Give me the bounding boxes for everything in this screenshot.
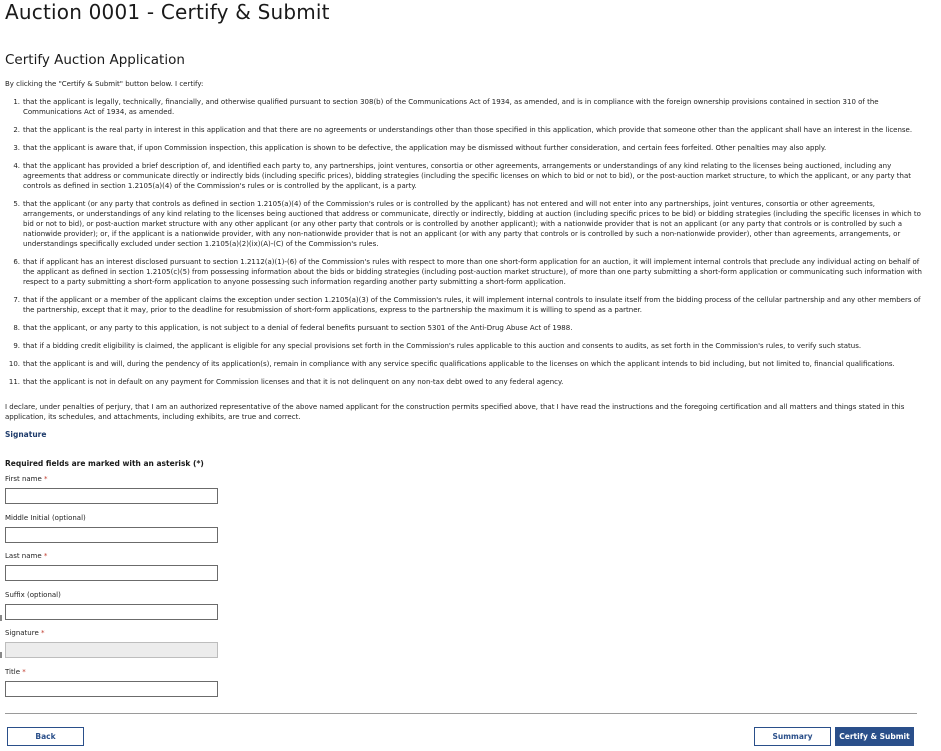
certification-item: 10. that the applicant is and will, during the pendency of its application(s), remain in compliance with any service specific qualifications applicable to the licenses on which the applicant intends to bid including, but not limited to, financial qualifications. bbox=[8, 360, 895, 368]
certification-item: 4. that the applicant has provided a brief description of, and identified each party to, any partnerships, joint ventures, consortia or other agreements, arrangements or understandings of any kind relating to the licenses being auctioned, including any agreements that address or communicate directly or indirectly bids (including specific prices), bidding strategies (including the specific licenses on which to bid or not to bid), or the post-auction market structure, to which the applicant, or any party that controls as defined in section 1.2105(a)(4) of the Commission's rules or is controlled by the applicant, is a party. bbox=[13, 162, 911, 190]
certification-intro: By clicking the "Certify & Submit" button below. I certify: bbox=[5, 80, 204, 88]
signature-label: Signature * bbox=[5, 629, 45, 637]
suffix-input[interactable] bbox=[5, 604, 218, 620]
section-title: Certify Auction Application bbox=[5, 52, 185, 68]
certification-item: 9. that if a bidding credit eligibility is claimed, the applicant is eligible for any special provisions set forth in the Commission's rules applicable to this auction and consents to audits, as set forth in the Commission's rules, to verify such status. bbox=[13, 342, 862, 350]
back-button[interactable]: Back bbox=[7, 727, 84, 746]
middle-initial-input[interactable] bbox=[5, 527, 218, 543]
certification-item: 1. that the applicant is legally, technically, financially, and otherwise qualified pursuant to section 308(b) of the Communications Act of 1934, as amended, and is in compliance with the foreign ownership provisions contained in section 310 of the Communications Act of 1934, as amended. bbox=[13, 98, 879, 116]
suffix-label: Suffix (optional) bbox=[5, 591, 61, 599]
edge-tick bbox=[0, 615, 2, 621]
page-title: Auction 0001 - Certify & Submit bbox=[5, 0, 330, 24]
perjury-declaration: I declare, under penalties of perjury, that I am an authorized representative of the above named applicant for the construction permits specified above, that I have read the instructions and the foregoing certification and all matters and things stated in this application, its schedules, and attachments, including exhibits, are true and correct. bbox=[5, 403, 905, 421]
certification-item: 7. that if the applicant or a member of the applicant claims the exception under section 1.2105(a)(3) of the Commission's rules, it will implement internal controls to insulate itself from the bidding process of the cellular partnership and any other members of the partnership, except that it may, prior to the deadline for resubmission of short-form applications, express to the partnership the maximum it is willing to spend as a partner. bbox=[13, 296, 921, 314]
title-label: Title * bbox=[5, 668, 26, 676]
certification-item: 5. that the applicant (or any party that controls as defined in section 1.2105(a)(4) of the Commission's rules or is controlled by the applicant) has not entered and will not enter into any partnerships, joint ventures, consortia or other agreements, arrangements, or understandings of any kind relating to the licenses being auctioned that address or communicate, directly or indirectly, bidding at auction (including specific prices to be bid) or bidding strategies (including the specific licenses in which to bid or not to bid), or post-auction market structure with any other applicant (or any other party that controls or is controlled by another applicant); with a nationwide provider that is not an applicant (or any party that controls or is controlled by such a nationwide provider); or, if the applicant is a nationwide provider, with any non-nationwide provider that is not an applicant (or with any party that controls or is controlled by such a non-nationwide provider), other than agreements, arrangements, or understandings specifically excluded under section 1.2105(a)(2)(ix)(A)-(C) of the Commission's rules. bbox=[13, 200, 921, 248]
title-input[interactable] bbox=[5, 681, 218, 697]
certification-item: 3. that the applicant is aware that, if upon Commission inspection, this application is shown to be defective, the application may be dismissed without further consideration, and certain fees forfeited. Other penalties may also apply. bbox=[13, 144, 827, 152]
first-name-input[interactable] bbox=[5, 488, 218, 504]
footer-divider bbox=[5, 713, 917, 714]
certify-submit-button[interactable]: Certify & Submit bbox=[835, 727, 914, 746]
certification-item: 2. that the applicant is the real party in interest in this application and that there are no agreements or understandings other than those specified in this application, which provide that someone other than the applicant shall have an interest in the license. bbox=[13, 126, 913, 134]
summary-button[interactable]: Summary bbox=[754, 727, 831, 746]
signature-input bbox=[5, 642, 218, 658]
signature-heading: Signature bbox=[5, 430, 47, 439]
last-name-input[interactable] bbox=[5, 565, 218, 581]
last-name-label: Last name * bbox=[5, 552, 48, 560]
required-fields-note: Required fields are marked with an asterisk (*) bbox=[5, 459, 204, 468]
edge-tick bbox=[0, 652, 2, 658]
certification-item: 6. that if applicant has an interest disclosed pursuant to section 1.2112(a)(1)-(6) of the Commission's rules with respect to more than one short-form application for an auction, it will implement internal controls that preclude any individual acting on behalf of the applicant as defined in section 1.2105(c)(5) from possessing information about the bids or bidding strategies (including post-auction market structure), of more than one party submitting a short-form application or communicating such information with respect to a party submitting a short-form application to anyone possessing such information regarding another party submitting a short-form application. bbox=[13, 258, 922, 286]
first-name-label: First name * bbox=[5, 475, 48, 483]
certification-item: 11. that the applicant is not in default on any payment for Commission licenses and that it is not delinquent on any non-tax debt owed to any federal agency. bbox=[8, 378, 564, 386]
certification-item: 8. that the applicant, or any party to this application, is not subject to a denial of federal benefits pursuant to section 5301 of the Anti-Drug Abuse Act of 1988. bbox=[13, 324, 573, 332]
certification-list bbox=[5, 97, 927, 395]
middle-initial-label: Middle Initial (optional) bbox=[5, 514, 86, 522]
